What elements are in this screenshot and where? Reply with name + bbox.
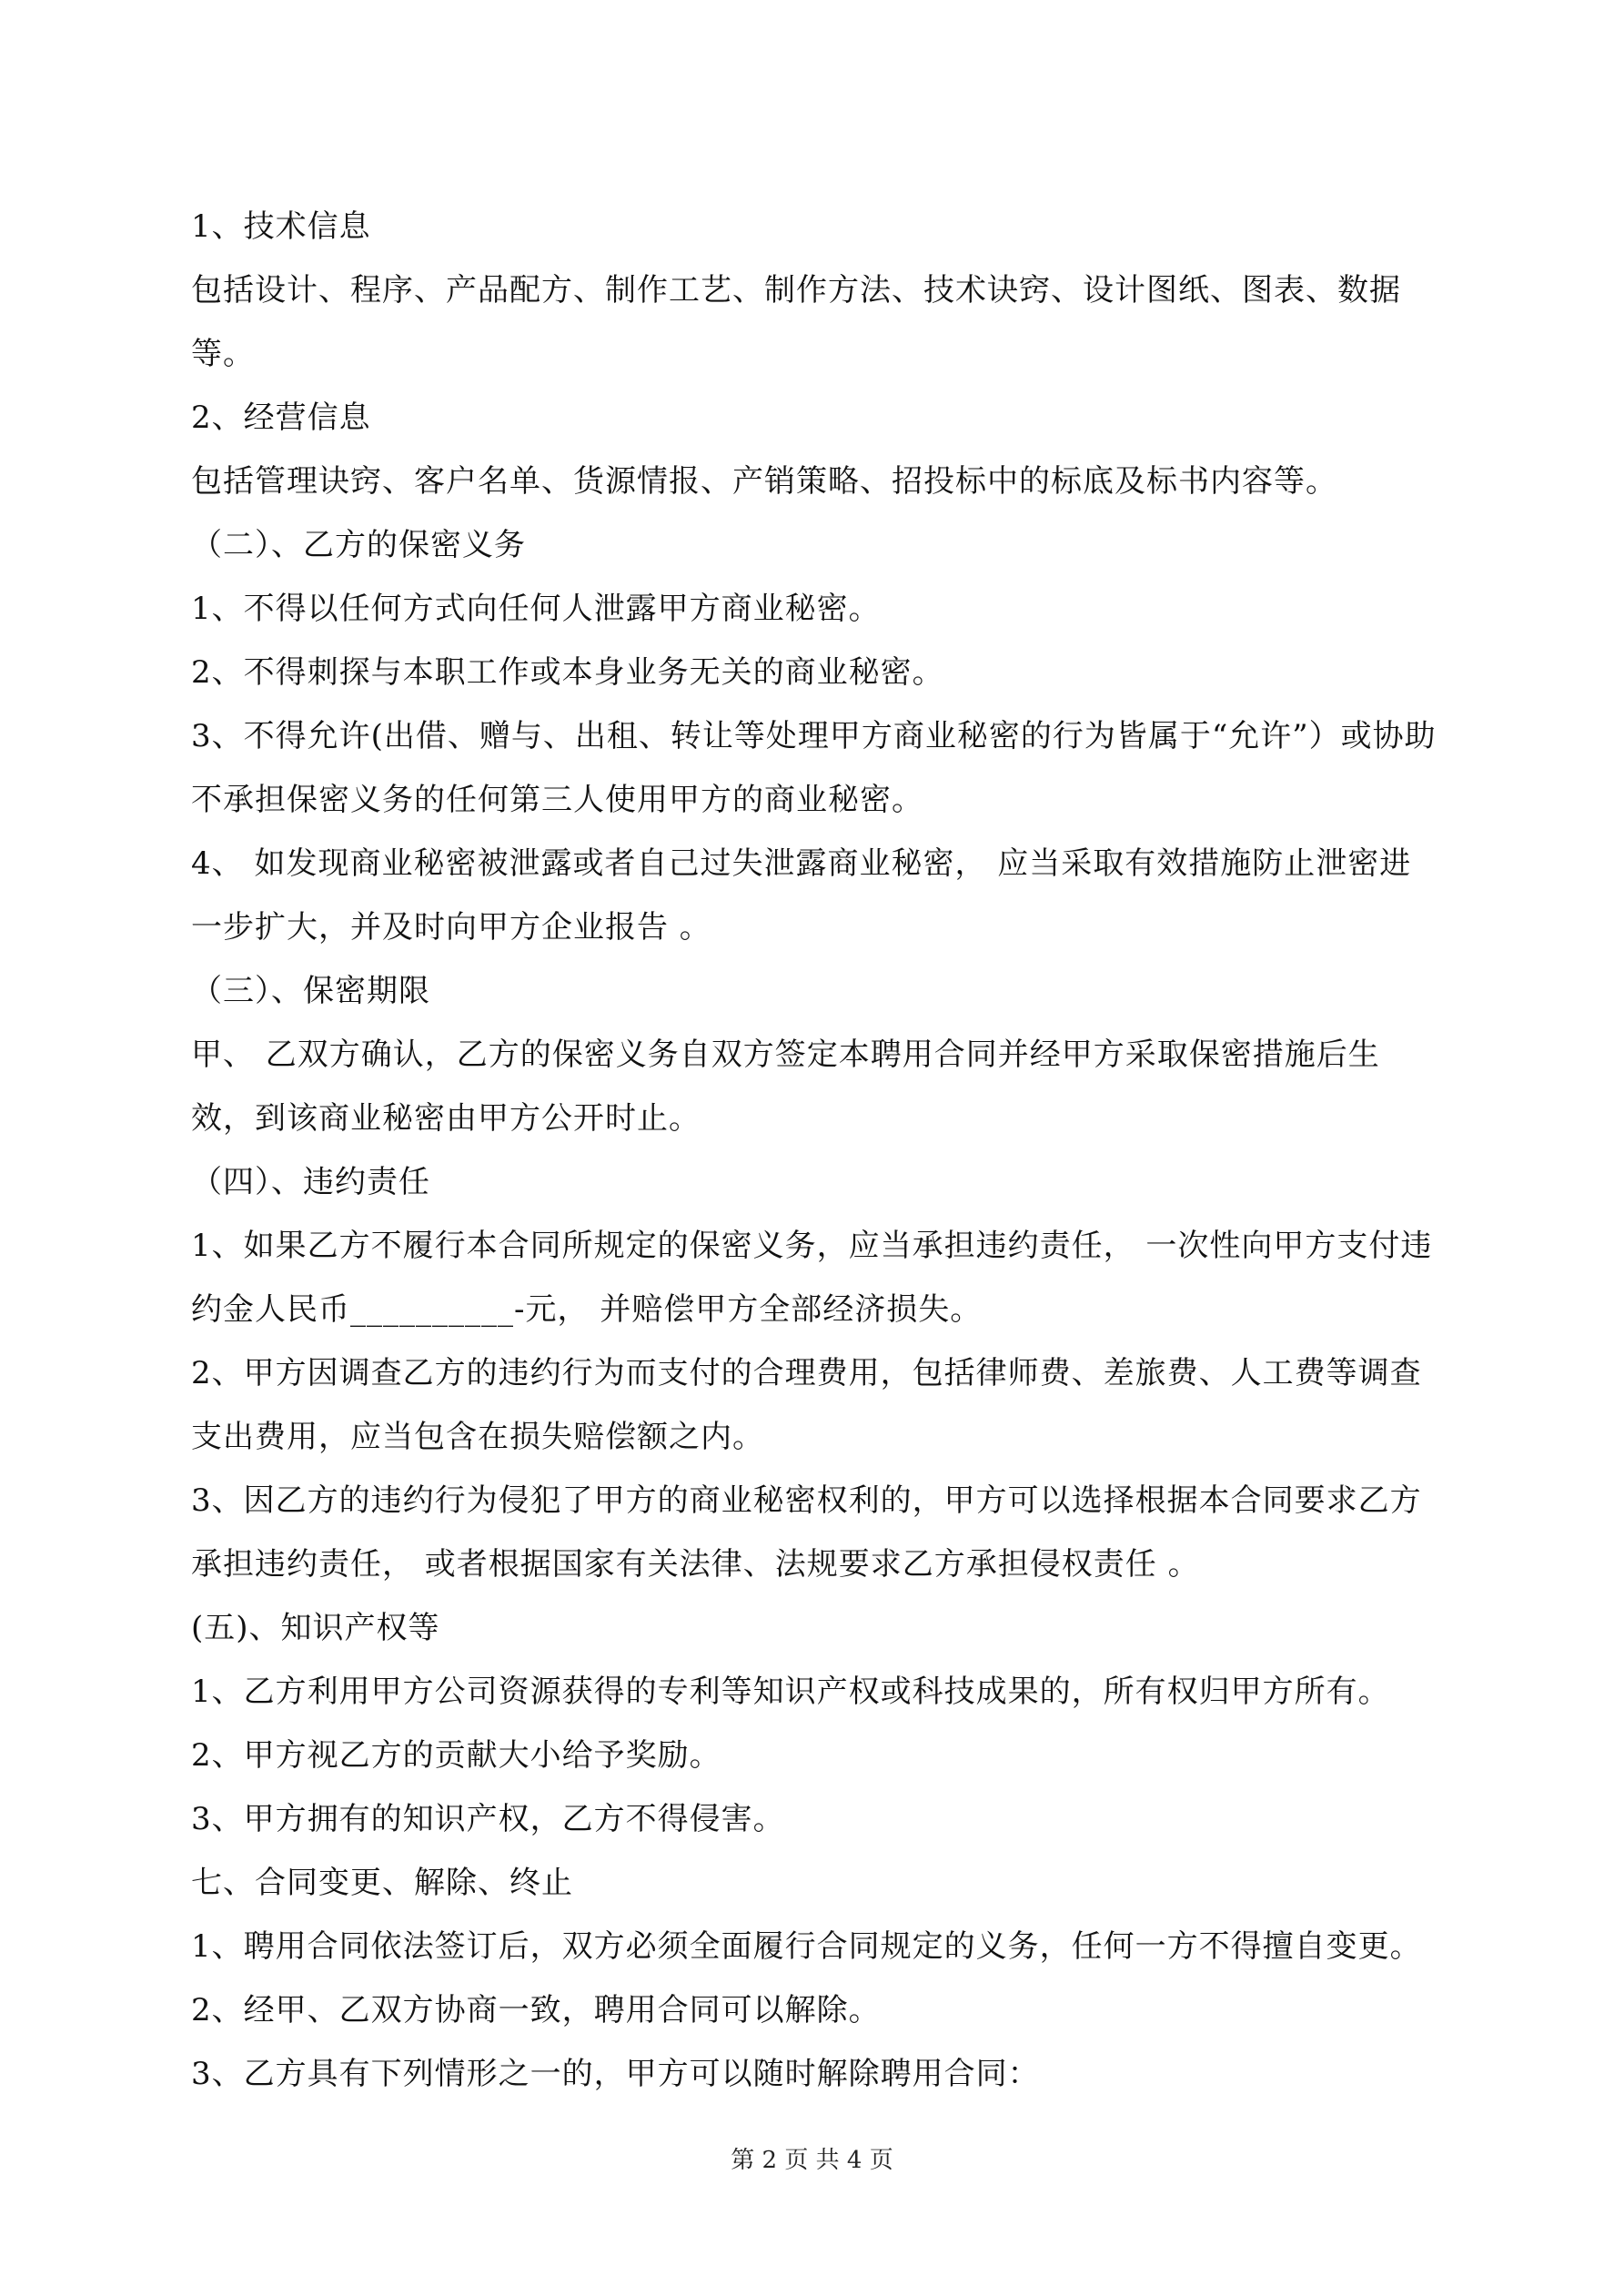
paragraph: 2、甲方视乙方的贡献大小给予奖励。 — [191, 1737, 721, 1774]
paragraph: （四）、违约责任 — [191, 1164, 430, 1200]
page-number-footer: 第 2 页 共 4 页 — [731, 2147, 893, 2174]
paragraph: 1、聘用合同依法签订后，双方必须全面履行合同规定的义务，任何一方不得擅自变更。 — [191, 1928, 1422, 1965]
document-body — [191, 195, 1442, 2106]
paragraph: 3、甲方拥有的知识产权，乙方不得侵害。 — [191, 1801, 785, 1837]
paragraph: 3、因乙方的违约行为侵犯了甲方的商业秘密权利的，甲方可以选择根据本合同要求乙方承担违约责任， 或者根据国家有关法律、法规要求乙方承担侵权责任 。 — [191, 1482, 1422, 1583]
paragraph: (五)、知识产权等 — [191, 1610, 440, 1646]
paragraph: 1、技术信息 — [191, 208, 371, 245]
paragraph: 甲、 乙双方确认，乙方的保密义务自双方签定本聘用合同并经甲方采取保密措施后生效，到该商业秘密由甲方公开时止。 — [191, 1037, 1380, 1137]
paragraph: （三）、保密期限 — [191, 973, 430, 1009]
paragraph: 1、乙方利用甲方公司资源获得的专利等知识产权或科技成果的，所有权归甲方所有。 — [191, 1674, 1390, 1710]
paragraph: 4、 如发现商业秘密被泄露或者自己过失泄露商业秘密， 应当采取有效措施防止泄密进一步扩大，并及时向甲方企业报告 。 — [191, 845, 1412, 946]
paragraph: 2、经营信息 — [191, 400, 371, 436]
paragraph: 3、乙方具有下列情形之一的，甲方可以随时解除聘用合同： — [191, 2056, 1040, 2092]
paragraph: （二）、乙方的保密义务 — [191, 527, 526, 563]
paragraph: 包括管理诀窍、客户名单、货源情报、产销策略、招投标中的标底及标书内容等。 — [191, 463, 1337, 500]
paragraph: 3、不得允许(出借、赠与、出租、转让等处理甲方商业秘密的行为皆属于“允许”）或协助不承担保密义务的任何第三人使用甲方的商业秘密。 — [191, 718, 1437, 818]
paragraph: 2、经甲、乙双方协商一致，聘用合同可以解除。 — [191, 1992, 881, 2028]
paragraph: 七、合同变更、解除、终止 — [191, 1865, 573, 1901]
paragraph: 包括设计、程序、产品配方、制作工艺、制作方法、技术诀窍、设计图纸、图表、数据等。 — [191, 272, 1401, 372]
paragraph: 2、不得刺探与本职工作或本身业务无关的商业秘密。 — [191, 654, 944, 691]
paragraph: 1、不得以任何方式向任何人泄露甲方商业秘密。 — [191, 591, 881, 627]
paragraph: 2、甲方因调查乙方的违约行为而支付的合理费用，包括律师费、差旅费、人工费等调查支出费用，应当包含在损失赔偿额之内。 — [191, 1355, 1422, 1455]
paragraph: 1、如果乙方不履行本合同所规定的保密义务，应当承担违约责任， 一次性向甲方支付违约金人民币__________-元， 并赔偿甲方全部经济损失。 — [191, 1228, 1433, 1328]
